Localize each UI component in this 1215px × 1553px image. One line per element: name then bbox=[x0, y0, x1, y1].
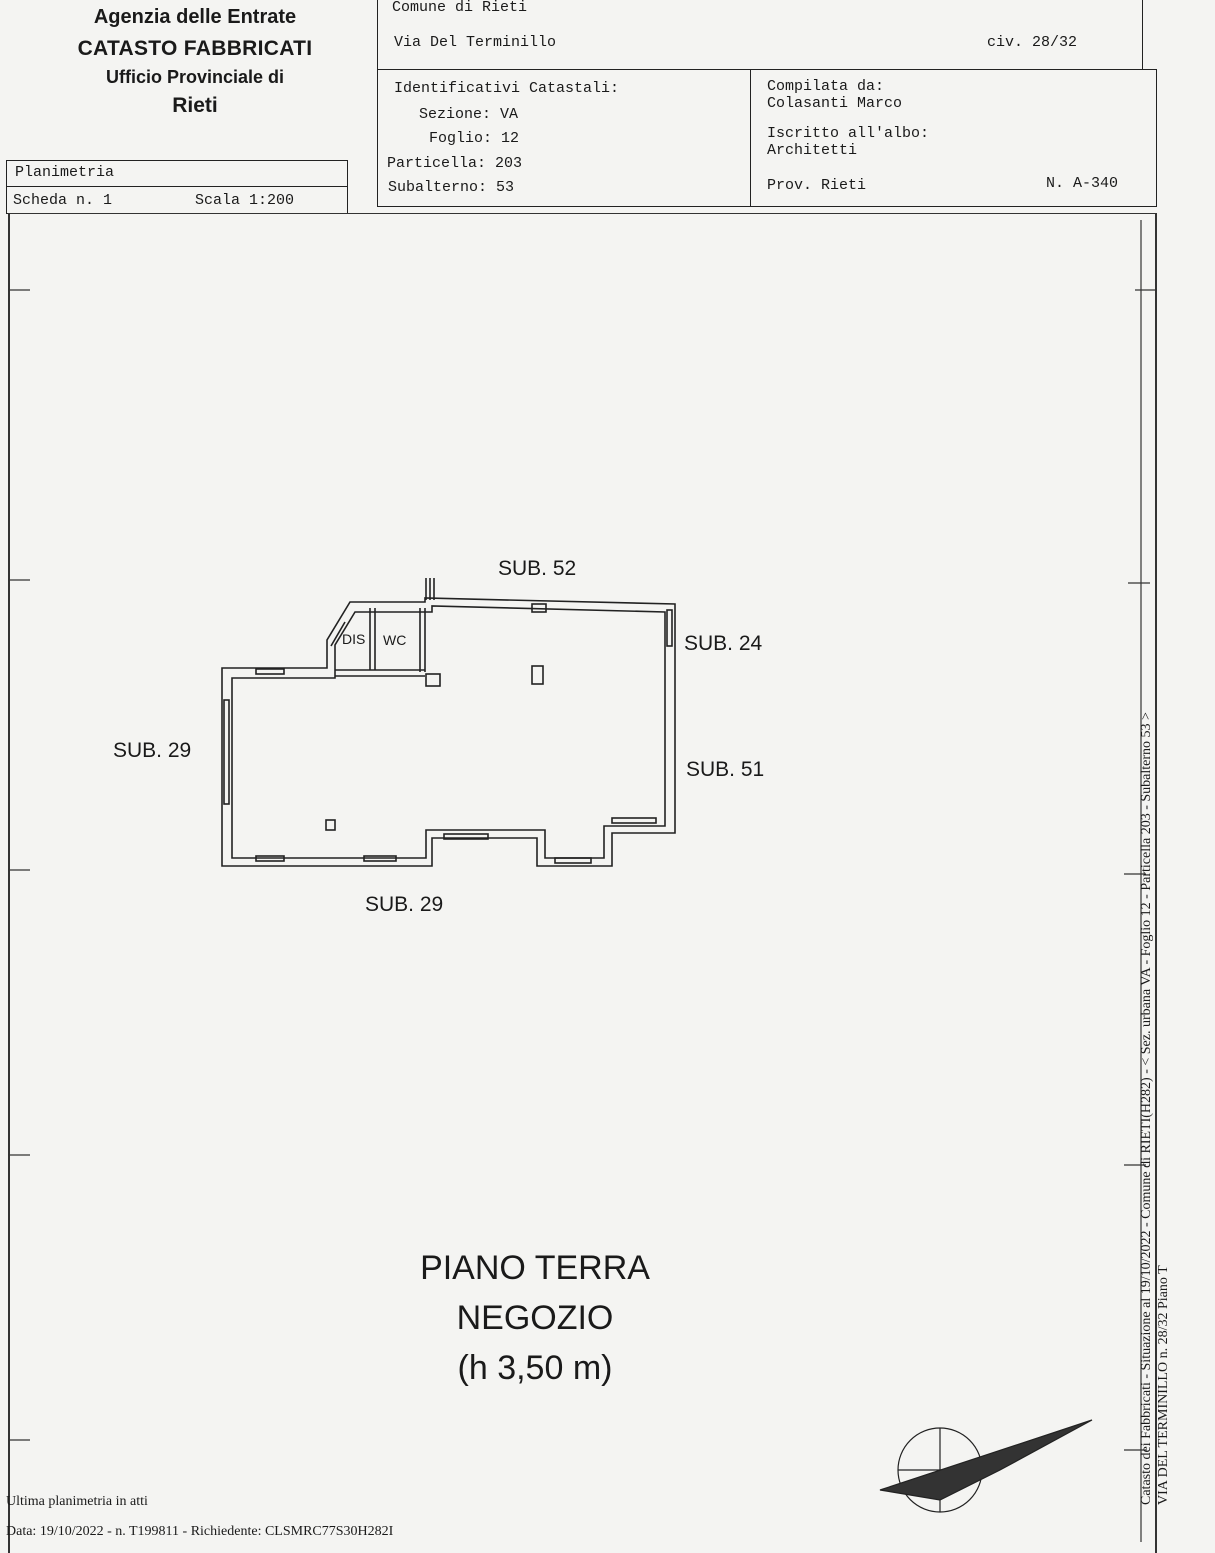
side-caption-line2: VIA DEL TERMINILLO n. 28/32 Piano T bbox=[1156, 1265, 1171, 1505]
room-wc-label: WC bbox=[383, 632, 407, 648]
sezione-value: Sezione: VA bbox=[419, 106, 519, 123]
iscritto-label: Iscritto all'albo: bbox=[767, 125, 930, 142]
compilata-name: Colasanti Marco bbox=[767, 95, 903, 112]
footer-request-data: Data: 19/10/2022 - n. T199811 - Richiedente: CLSMRC77S30H282I bbox=[6, 1524, 394, 1539]
sub-29-left-label: SUB. 29 bbox=[113, 739, 192, 762]
planimetria-title: Planimetria bbox=[15, 164, 115, 181]
use-title: NEGOZIO bbox=[456, 1299, 614, 1337]
identificativi-title: Identificativi Catastali: bbox=[394, 80, 620, 97]
floor-title-block bbox=[360, 1243, 710, 1393]
sub-29-bottom-label: SUB. 29 bbox=[365, 893, 444, 916]
sub-24-label: SUB. 24 bbox=[684, 632, 763, 655]
scheda-number: Scheda n. 1 bbox=[13, 192, 113, 209]
civico-label: civ. 28/32 bbox=[987, 34, 1078, 51]
particella-value: Particella: 203 bbox=[387, 155, 523, 172]
subalterno-value: Subalterno: 53 bbox=[388, 179, 515, 196]
compilata-label: Compilata da: bbox=[767, 78, 885, 95]
footer-last-plan: Ultima planimetria in atti bbox=[6, 1494, 148, 1509]
sub-51-label: SUB. 51 bbox=[686, 758, 765, 781]
via-label: Via Del Terminillo bbox=[394, 34, 557, 51]
foglio-value: Foglio: 12 bbox=[429, 130, 520, 147]
sub-52-label: SUB. 52 bbox=[498, 557, 577, 580]
albo-value: Architetti bbox=[767, 142, 858, 159]
side-caption bbox=[1138, 712, 1172, 1505]
north-arrow bbox=[880, 1420, 1092, 1512]
agency-name: Agenzia delle Entrate bbox=[93, 6, 297, 28]
provincia-value: Prov. Rieti bbox=[767, 177, 867, 194]
albo-number: N. A-340 bbox=[1046, 175, 1119, 192]
comune-label: Comune di Rieti bbox=[392, 0, 528, 16]
floor-title: PIANO TERRA bbox=[420, 1249, 650, 1287]
ufficio-city: Rieti bbox=[172, 94, 218, 117]
ufficio-label: Ufficio Provinciale di bbox=[105, 67, 285, 87]
plan-walls bbox=[222, 578, 675, 866]
height-title: (h 3,50 m) bbox=[457, 1349, 613, 1387]
scala-value: Scala 1:200 bbox=[195, 192, 295, 209]
side-caption-line1: Catasto dei Fabbricati - Situazione al 19/10/2022 - Comune di RIETI(H282) - < Sez. urbana VA - Foglio 12 - Particella 203 - Subalterno 53 > bbox=[1139, 712, 1154, 1505]
room-dis-label: DIS bbox=[342, 631, 366, 647]
catasto-title: CATASTO FABBRICATI bbox=[77, 37, 313, 60]
